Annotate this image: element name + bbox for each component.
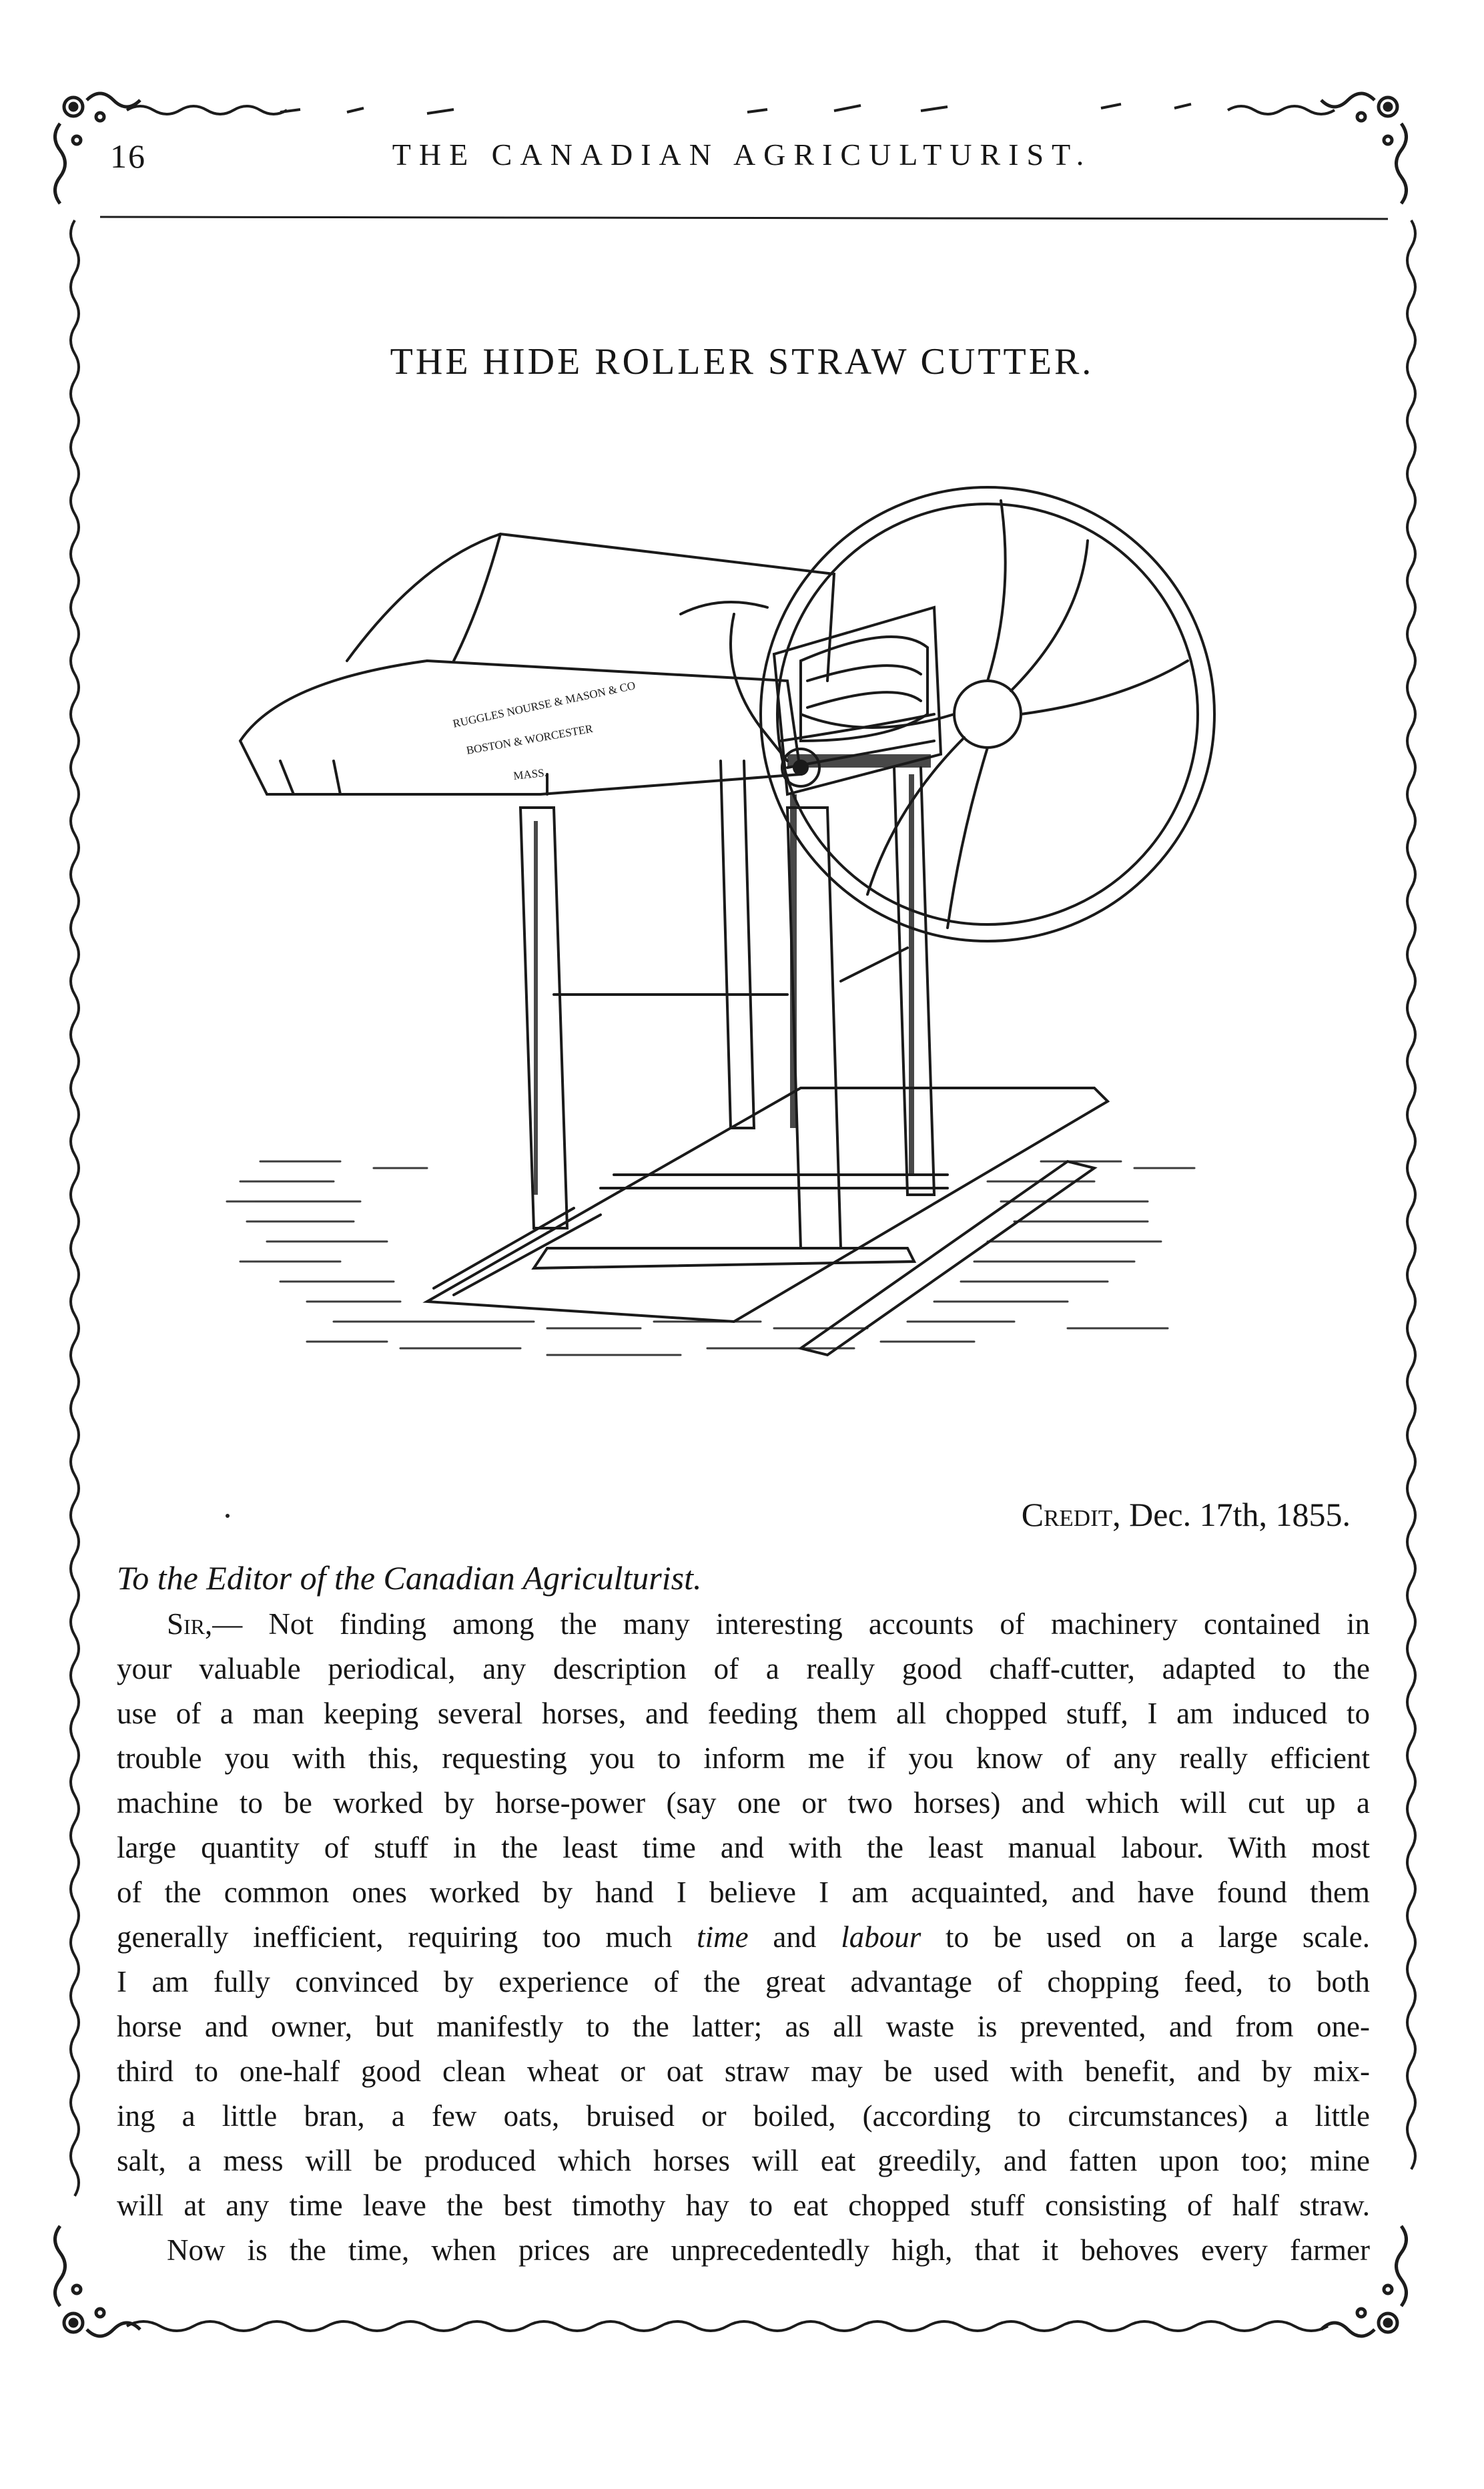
salutation: To the Editor of the Canadian Agriculturist. — [117, 1559, 702, 1597]
maker-label-line-3: MASS. — [512, 766, 548, 782]
straw-cutter-illustration — [200, 461, 1301, 1435]
text-line: your valuable periodical, any description of a really good chaff-cutter, adapted to the — [117, 1652, 1370, 1685]
text-line: I am fully convinced by experience of the great advantage of chopping feed, to both — [117, 1965, 1370, 1998]
text-line: third to one-half good clean wheat or oat straw may be used with benefit, and by mix- — [117, 2054, 1370, 2088]
text-line: generally inefficient, requiring too much time and labour to be used on a large scale. — [117, 1920, 1371, 1954]
emphasis-time: time — [697, 1920, 749, 1954]
dateline — [1022, 1495, 1351, 1534]
text-line: ing a little bran, a few oats, bruised or boiled, (according to circumstances) a little — [117, 2099, 1370, 2133]
text-line: horse and owner, but manifestly to the latter; as all waste is prevented, and from one- — [117, 2010, 1370, 2043]
dateline-date: Dec. 17th, 1855. — [1129, 1496, 1351, 1533]
article-title: THE HIDE ROLLER STRAW CUTTER. — [390, 341, 1094, 382]
text-line: will at any time leave the best timothy hay to eat chopped stuff consisting of half straw. — [117, 2189, 1370, 2222]
maker-label-line-2: BOSTON & WORCESTER — [465, 722, 594, 757]
text-line: Now is the time, when prices are unprecedentedly high, that it behoves every farmer — [167, 2233, 1370, 2267]
text-line: large quantity of stuff in the least time and with the least manual labour. With most — [117, 1831, 1370, 1864]
dateline-place: Credit, — [1021, 1496, 1121, 1533]
text-line: salt, a mess will be produced which horses will eat greedily, and fatten upon too; mine — [117, 2144, 1370, 2177]
letter-opening: Sir, — [167, 1607, 213, 1641]
letter-body — [117, 1602, 1370, 2273]
text-line: machine to be worked by horse-power (say one or two horses) and which will cut up a — [117, 1786, 1370, 1820]
stray-dot — [226, 1514, 230, 1518]
maker-label-line-1: RUGGLES NOURSE & MASON & CO — [451, 679, 637, 730]
text-line: use of a man keeping several horses, and feeding them all chopped stuff, I am induced to — [117, 1697, 1370, 1730]
text-line: of the common ones worked by hand I believe I am acquainted, and have found them — [117, 1876, 1370, 1909]
page-number: 16 — [110, 137, 146, 175]
emphasis-labour: labour — [841, 1920, 921, 1954]
text-line: Sir,— Not finding among the many interesting accounts of machinery contained in — [167, 1607, 1370, 1641]
text-line: trouble you with this, requesting you to inform me if you know of any really efficient — [117, 1741, 1370, 1775]
running-head — [0, 137, 1484, 184]
journal-title: THE CANADIAN AGRICULTURIST. — [392, 137, 1092, 172]
